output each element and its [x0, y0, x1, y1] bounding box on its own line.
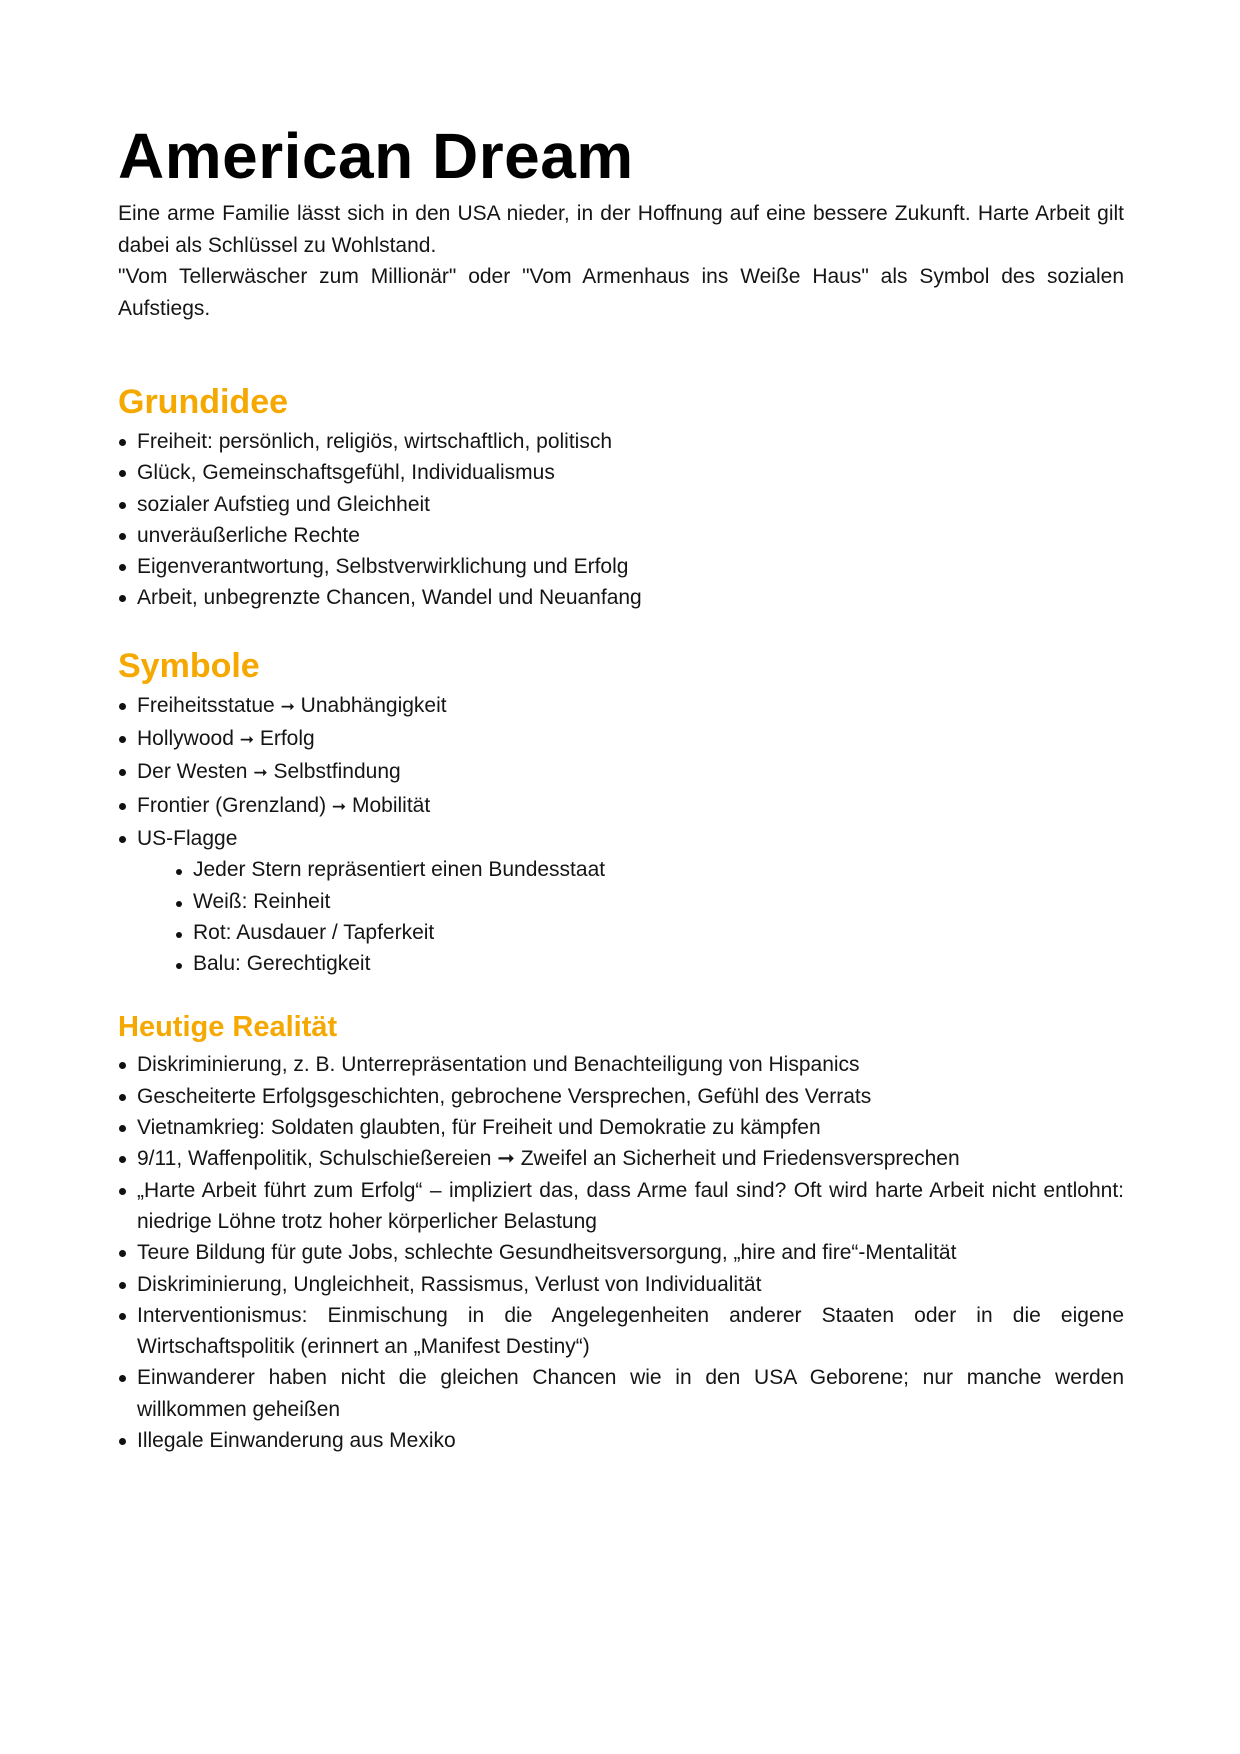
list-item	[118, 1049, 1124, 1080]
bullet-icon	[119, 502, 126, 509]
list-item-text: Rot: Ausdauer / Tapferkeit	[193, 920, 435, 944]
list-item	[118, 1237, 1124, 1268]
sub-list-item	[174, 917, 1124, 948]
bullet-icon	[176, 932, 182, 938]
symbol-term: Frontier (Grenzland)	[137, 793, 327, 817]
list-item	[118, 723, 1124, 756]
bullet-icon	[119, 1250, 126, 1257]
list-item-text: Weiß: Reinheit	[193, 889, 331, 913]
list-item-text: Teure Bildung für gute Jobs, schlechte Gesundheitsversorgung, „hire and fire“-Mentalität	[137, 1241, 957, 1265]
symbol-meaning: Erfolg	[259, 727, 315, 751]
symbole-list	[118, 690, 1124, 980]
list-item-text: Arbeit, unbegrenzte Chancen, Wandel und Neuanfang	[137, 586, 642, 610]
bullet-icon	[119, 1438, 126, 1445]
list-item	[118, 1081, 1124, 1112]
intro-paragraph	[118, 198, 1124, 324]
list-item-text: Eigenverantwortung, Selbstverwirklichung und Erfolg	[137, 555, 629, 579]
bullet-icon	[176, 869, 182, 875]
list-item	[118, 1143, 1124, 1174]
list-item	[118, 1300, 1124, 1363]
bullet-icon	[119, 1062, 126, 1069]
bullet-icon	[119, 1188, 126, 1195]
list-item-text: Gescheiterte Erfolgsgeschichten, gebrochene Versprechen, Gefühl des Verrats	[137, 1084, 872, 1108]
symbol-meaning: Unabhängigkeit	[300, 693, 447, 717]
bullet-icon	[119, 1156, 126, 1163]
section-heading-grundidee: Grundidee	[118, 383, 289, 421]
symbol-term: Der Westen	[137, 760, 248, 784]
symbol-meaning: Selbstfindung	[273, 760, 401, 784]
arrow-right-icon: ➞	[280, 696, 295, 717]
list-item-text: sozialer Aufstieg und Gleichheit	[137, 492, 431, 516]
bullet-icon	[176, 901, 182, 907]
section-heading-symbole: Symbole	[118, 646, 260, 685]
bullet-icon	[119, 533, 126, 540]
symbol-term: Freiheitsstatue	[137, 693, 275, 717]
bullet-icon	[119, 439, 126, 446]
list-item-text: Illegale Einwanderung aus Mexiko	[137, 1429, 456, 1453]
sub-list-item	[174, 886, 1124, 917]
list-item	[118, 690, 1124, 723]
bullet-icon	[119, 595, 126, 602]
bullet-icon	[119, 1094, 126, 1101]
grundidee-list	[118, 426, 1124, 614]
bullet-icon	[119, 836, 126, 843]
list-item	[118, 823, 1124, 979]
list-item-text: US-Flagge	[137, 826, 238, 850]
list-item	[118, 582, 1124, 613]
arrow-right-icon: ➞	[331, 796, 347, 817]
list-item	[118, 1362, 1124, 1425]
document-page	[118, 118, 1124, 1456]
list-item	[118, 1175, 1124, 1238]
section-heading-realitaet: Heutige Realität	[118, 1011, 338, 1044]
list-item-text: Balu: Gerechtigkeit	[193, 952, 371, 976]
bullet-icon	[119, 1313, 126, 1320]
list-item-text: Diskriminierung, Ungleichheit, Rassismus, Verlust von Individualität	[137, 1272, 762, 1296]
list-item	[118, 1269, 1124, 1300]
bullet-icon	[119, 1125, 126, 1132]
arrow-right-icon: ➞	[239, 730, 254, 751]
arrow-right-icon: ➞	[253, 763, 268, 784]
list-item	[118, 1425, 1124, 1456]
bullet-icon	[176, 963, 182, 969]
list-item-text: Einwanderer haben nicht die gleichen Chancen wie in den USA Geborene; nur manche werden willkommen geheißen	[137, 1366, 1124, 1421]
realitaet-list	[118, 1049, 1124, 1456]
bullet-icon	[119, 736, 126, 743]
list-item	[118, 756, 1124, 789]
list-item-text: Vietnamkrieg: Soldaten glaubten, für Freiheit und Demokratie zu kämpfen	[137, 1116, 821, 1140]
intro-line: Eine arme Familie lässt sich in den USA nieder, in der Hoffnung auf eine bessere Zukunft. Harte Arbeit gilt dabei als Schlüssel zu Wohlstand.	[118, 202, 1124, 257]
symbol-term: Hollywood	[137, 727, 234, 751]
bullet-icon	[119, 703, 126, 710]
list-item	[118, 489, 1124, 520]
list-item	[118, 1112, 1124, 1143]
list-item-text: „Harte Arbeit führt zum Erfolg“ – impliziert das, dass Arme faul sind? Oft wird harte Arbeit nicht entlohnt: niedrige Löhne trotz hoher körperlicher Belastung	[137, 1178, 1124, 1233]
document-title: American Dream	[118, 120, 634, 192]
list-item-text: Interventionismus: Einmischung in die Angelegenheiten anderer Staaten oder in die eigene Wirtschaftspolitik (erinnert an „Manifest Destiny“)	[137, 1303, 1124, 1359]
list-item	[118, 457, 1124, 488]
list-item-text: Freiheit: persönlich, religiös, wirtschaftlich, politisch	[137, 430, 613, 453]
flag-sublist	[137, 854, 1124, 979]
list-item-text: 9/11, Waffenpolitik, Schulschießereien ➞ Zweifel an Sicherheit und Friedensversprechen	[137, 1147, 960, 1171]
intro-line: "Vom Tellerwäscher zum Millionär" oder "Vom Armenhaus ins Weiße Haus" als Symbol des sozialen Aufstiegs.	[118, 265, 1124, 320]
bullet-icon	[119, 803, 126, 810]
sub-list-item	[174, 948, 1124, 979]
sub-list-item	[174, 854, 1124, 885]
list-item-text: Glück, Gemeinschaftsgefühl, Individualismus	[137, 461, 555, 485]
bullet-icon	[119, 1375, 126, 1382]
bullet-icon	[119, 564, 126, 571]
list-item	[118, 426, 1124, 457]
symbol-meaning: Mobilität	[352, 793, 431, 817]
bullet-icon	[119, 470, 126, 477]
bullet-icon	[119, 1282, 126, 1289]
list-item-text: Diskriminierung, z. B. Unterrepräsentation und Benachteiligung von Hispanics	[137, 1053, 860, 1077]
list-item	[118, 551, 1124, 582]
list-item-text: unveräußerliche Rechte	[137, 523, 360, 547]
list-item	[118, 790, 1124, 823]
list-item	[118, 520, 1124, 551]
bullet-icon	[119, 769, 126, 776]
list-item-text: Jeder Stern repräsentiert einen Bundesstaat	[193, 858, 606, 882]
